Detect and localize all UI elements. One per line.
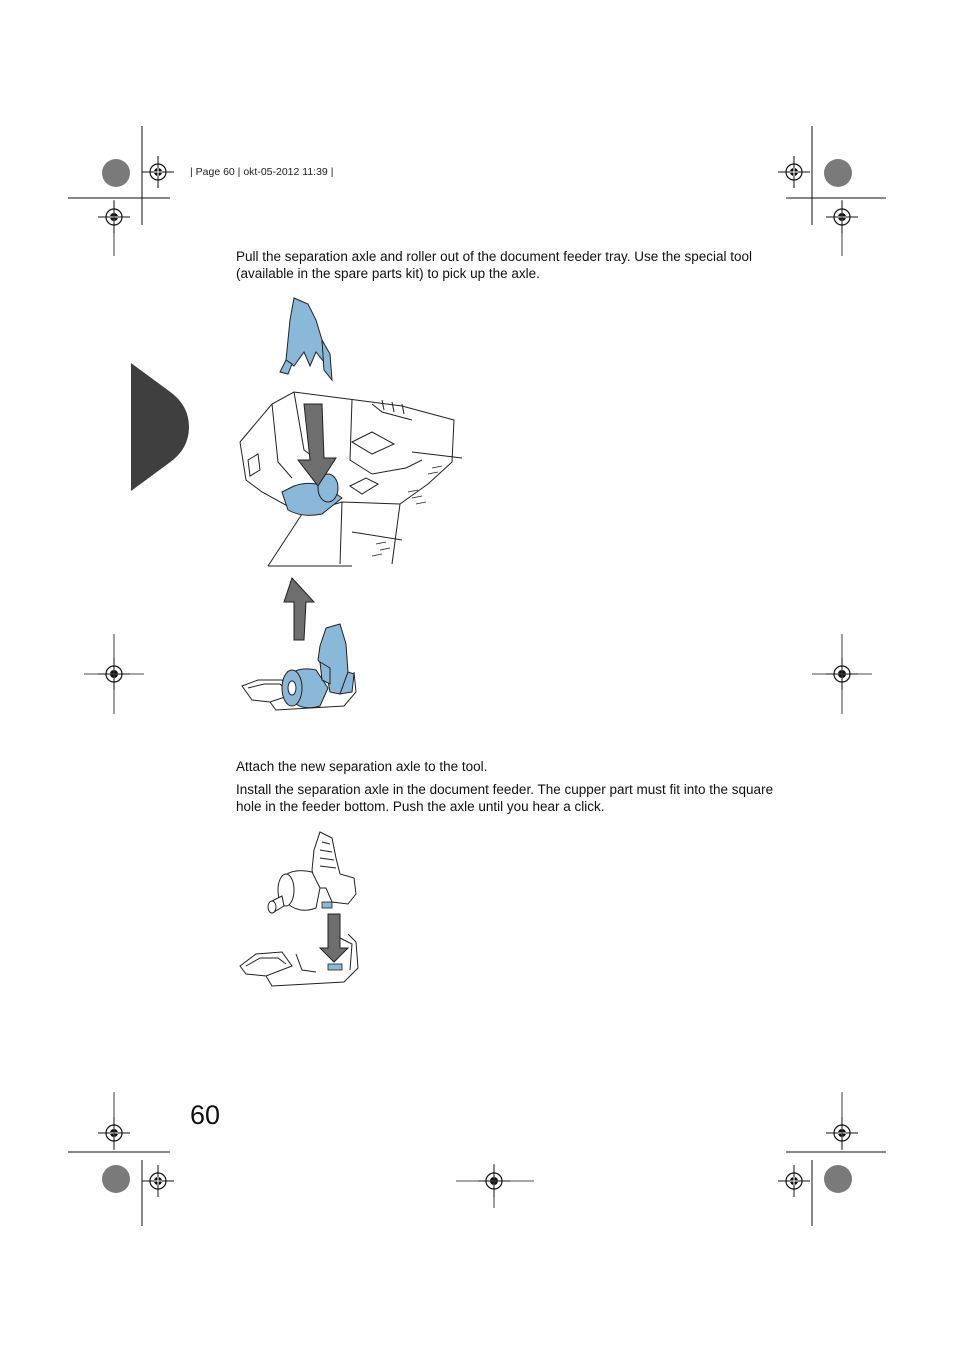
illustration-axle-install [236, 830, 366, 995]
page-number: 60 [190, 1100, 221, 1130]
instruction-attach-axle: Attach the new separation axle to the tool. [236, 759, 488, 774]
illustration-axle-removed [236, 576, 376, 726]
instruction-install-axle: Install the separation axle in the document feeder. The cupper part must fit into the square hole in the feeder bottom. Push the axle until you hear a click. [236, 782, 774, 814]
chapter-tab [131, 363, 191, 491]
illustration-feeder-tool [232, 292, 472, 582]
print-info-header: | Page 60 | okt-05-2012 11:39 | [190, 166, 334, 178]
instruction-pull-axle: Pull the separation axle and roller out of the document feeder tray. Use the special tool (available in the spare parts kit) to pick up the axle. [236, 249, 753, 281]
